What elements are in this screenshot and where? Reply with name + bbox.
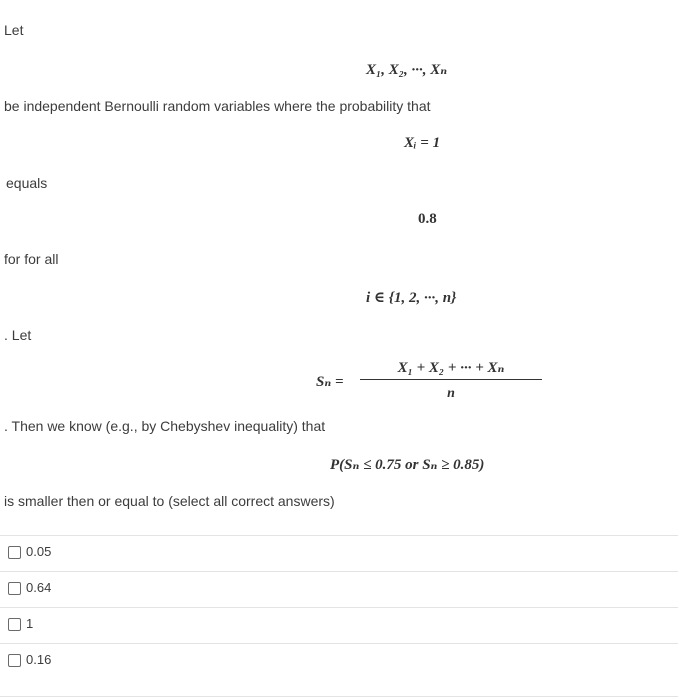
- math-sn-denominator: n: [447, 386, 455, 401]
- answer-option-label: 1: [26, 616, 34, 631]
- math-probability-expression: P(Sₙ ≤ 0.75 or Sₙ ≥ 0.85): [330, 457, 485, 473]
- answer-option-label: 0.16: [26, 652, 52, 667]
- text-for-all: for for all: [4, 251, 59, 267]
- text-smaller-than: is smaller then or equal to (select all correct answers): [4, 493, 335, 509]
- math-sn-lhs: Sₙ =: [316, 374, 344, 390]
- checkbox-icon[interactable]: [8, 618, 21, 631]
- math-index-set: i ∈ {1, 2, ···, n}: [366, 290, 457, 306]
- checkbox-icon[interactable]: [8, 582, 21, 595]
- checkbox-icon[interactable]: [8, 654, 21, 667]
- text-equals: equals: [6, 175, 48, 191]
- math-sn-numerator: X₁ + X₂ + ··· + Xₙ: [397, 360, 505, 376]
- answer-option-label: 0.05: [26, 544, 52, 559]
- math-probability-value: 0.8: [418, 211, 437, 227]
- checkbox-icon[interactable]: [8, 546, 21, 559]
- text-let: Let: [4, 22, 24, 38]
- answer-option-0[interactable]: [0, 535, 678, 571]
- text-let-2: . Let: [4, 327, 32, 343]
- math-random-variables: X₁, X₂, ···, Xₙ: [366, 62, 448, 78]
- divider: [0, 696, 678, 697]
- answer-option-label: 0.64: [26, 580, 52, 595]
- text-then-chebyshev: . Then we know (e.g., by Chebyshev inequality) that: [4, 418, 326, 434]
- answer-option-3[interactable]: [0, 643, 678, 679]
- text-independent: be independent Bernoulli random variables where the probability that: [4, 98, 431, 114]
- math-xi-equals-one: Xᵢ = 1: [404, 135, 441, 151]
- answer-option-1[interactable]: [0, 571, 678, 607]
- math-sn-fraction: [360, 358, 542, 402]
- answer-option-2[interactable]: [0, 607, 678, 643]
